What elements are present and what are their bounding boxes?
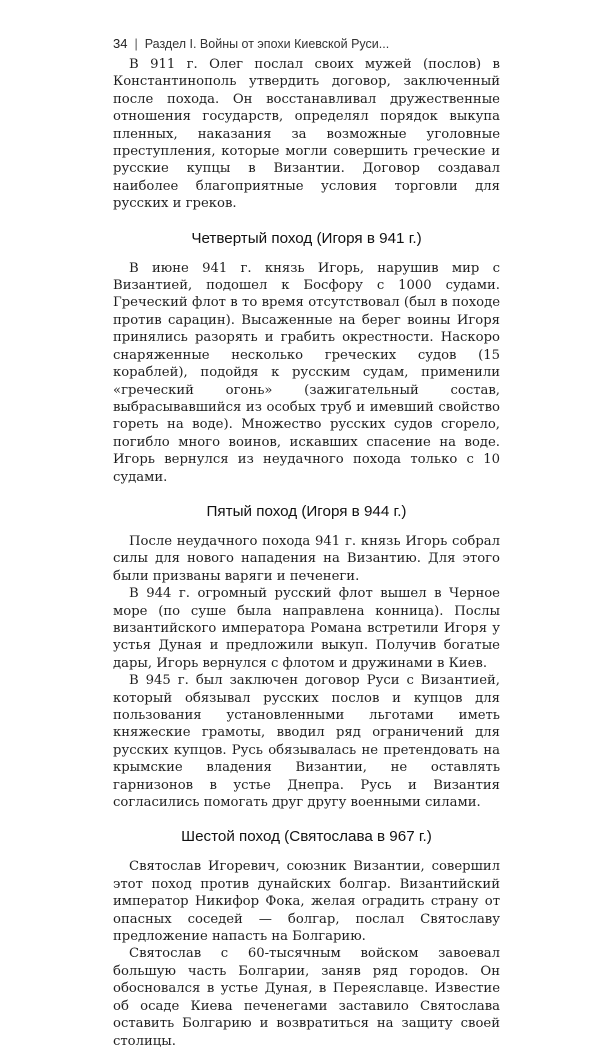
section-6-paragraph-1: Святослав Игоревич, союзник Византии, совершил этот поход против дунайских болгар. Византийский император Никифор Фока, желая оградить страну от опасных соседей — болгар, послал Святославу предложение напасть на Болгарию. xyxy=(113,859,500,945)
section-6-paragraph-2: Святослав с 60-тысячным войском завоевал большую часть Болгарии, заняв ряд городов. Он обосновался в устье Дуная, в Переяславце. Известие об осаде Киева печенегами заставило Святослава оставить Болгарию и возвратиться на защиту своей столицы. xyxy=(113,946,500,1049)
section-heading-5: Пятый поход (Игоря в 944 г.) xyxy=(206,502,407,520)
section-heading-4: Четвертый поход (Игоря в 941 г.) xyxy=(191,229,422,247)
page-body xyxy=(113,56,500,1050)
running-header xyxy=(113,36,389,51)
section-title: Раздел I. Войны от эпохи Киевской Руси... xyxy=(144,37,390,51)
section-5-paragraph-2: В 944 г. огромный русский флот вышел в Черное море (по суше была направлена конница). Послы византийского императора Романа встретили Игоря у устья Дуная и предложили выкуп. Получив богатые дары, Игорь вернулся с флотом и дружинами в Киев. xyxy=(113,586,500,671)
intro-paragraph: В 911 г. Олег послал своих мужей (послов) в Константинополь утвердить договор, заключенный после похода. Он восстанавливал дружественные отношения государств, определял порядок выкупа пленных, наказания за возможные уголовные преступления, которые могли совершить греческие и русские купцы в Византии. Договор создавал наиболее благоприятные условия торговли для русских и греков. xyxy=(113,57,500,212)
section-4-paragraph-1: В июне 941 г. князь Игорь, нарушив мир с Византией, подошел к Босфору с 1000 судами. Греческий флот в то время отсутствовал (был в походе против сарацин). Высаженные на берег воины Игоря принялись разорять и грабить окрестности. Наскоро снаряженные несколько греческих судов (15 кораблей), подойдя к русским судам, применили «греческий огонь» (зажигательный состав, выбрасывавшийся из особых труб и имевший свойство гореть на воде). Множество русских судов сгорело, погибло много воинов, искавших спасение на воде. Игорь вернулся из неудачного похода только с 10 судами. xyxy=(113,260,500,485)
section-5-paragraph-3: В 945 г. был заключен договор Руси с Византией, который обязывал русских послов и купцов для пользования установленными льготами иметь княжеские грамоты, вводил ряд ограничений для русских купцов. Русь обязывалась не претендовать на крымские владения Византии, не оставлять гарнизонов в устье Днепра. Русь и Византия согласились помогать друг другу военными силами. xyxy=(113,673,500,811)
header-divider: | xyxy=(134,37,138,51)
page-number: 34 xyxy=(113,36,128,51)
section-heading-6: Шестой поход (Святослава в 967 г.) xyxy=(181,828,432,846)
section-5-paragraph-1: После неудачного похода 941 г. князь Игорь собрал силы для нового нападения на Византию. Для этого были призваны варяги и печенеги. xyxy=(113,533,500,584)
